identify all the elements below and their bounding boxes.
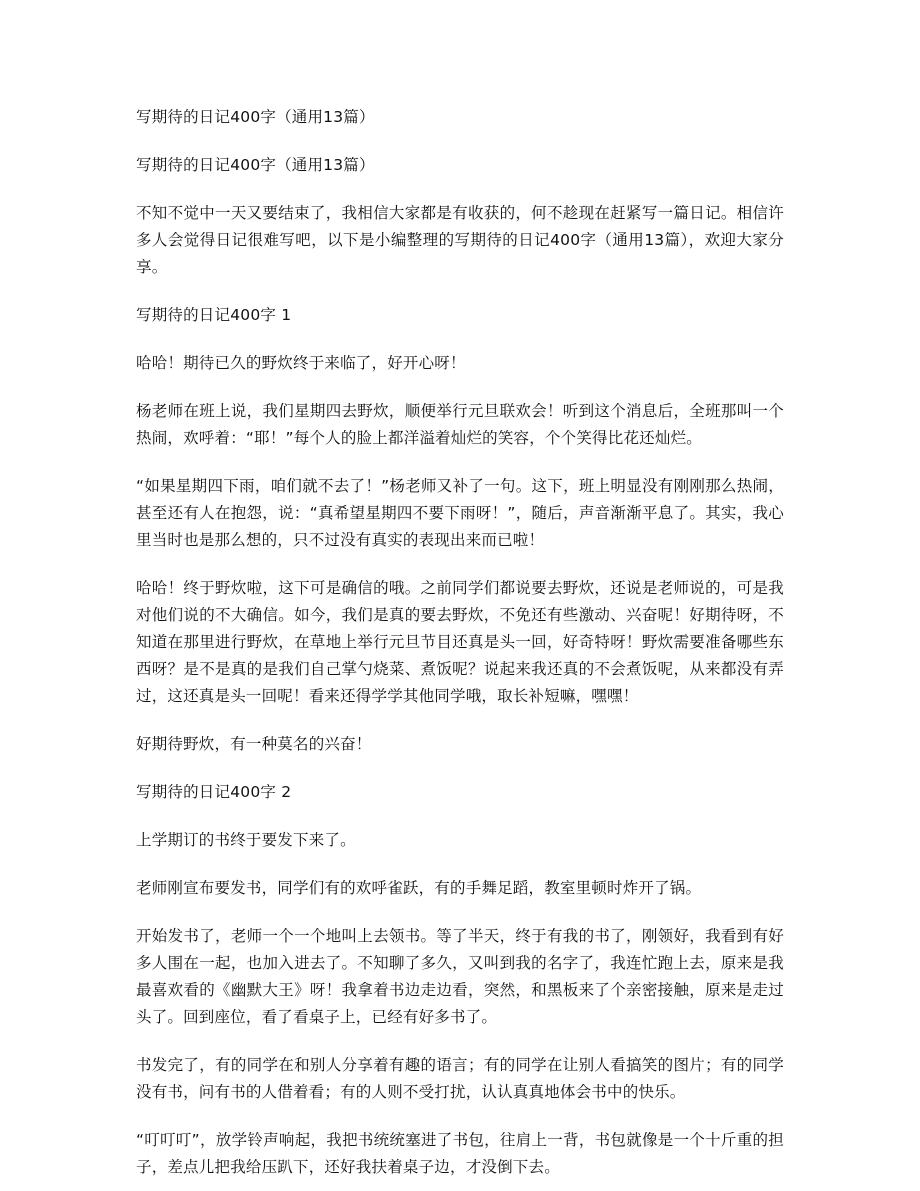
document-title: 写期待的日记400字（通用13篇）	[136, 108, 375, 126]
document-subtitle: 写期待的日记400字（通用13篇）	[136, 156, 375, 174]
body-paragraph: “如果星期四下雨，咱们就不去了！”杨老师又补了一句。这下，班上明显没有刚刚那么热闹，甚至还有人在抱怨，说：“真希望星期四不要下雨呀！”，随后，声音渐渐平息了。其实，我心里当时也是那么想的，只不过没有真实的表现出来而已啦！	[136, 477, 784, 549]
body-paragraph: 老师刚宣布要发书，同学们有的欢呼雀跃，有的手舞足蹈，教室里顿时炸开了锅。	[136, 879, 702, 897]
intro-paragraph: 不知不觉中一天又要结束了，我相信大家都是有收获的，何不趁现在赶紧写一篇日记。相信许多人会觉得日记很难写吧，以下是小编整理的写期待的日记400字（通用13篇），欢迎大家分享。	[136, 204, 784, 276]
body-paragraph: 开始发书了，老师一个一个地叫上去领书。等了半天，终于有我的书了，刚领好，我看到有好多人围在一起，也加入进去了。不知聊了多久，又叫到我的名字了，我连忙跑上去，原来是我最喜欢看的《幽默大王》呀！我拿着书边走边看，突然，和黑板来了个亲密接触，原来是走过头了。回到座位，看了看桌子上，已经有好多书了。	[136, 927, 784, 1026]
body-paragraph: 哈哈！终于野炊啦，这下可是确信的哦。之前同学们都说要去野炊，还说是老师说的，可是我对他们说的不大确信。如今，我们是真的要去野炊，不免还有些激动、兴奋呢！好期待呀，不知道在那里进行野炊，在草地上举行元旦节目还真是头一回，好奇特呀！野炊需要准备哪些东西呀？是不是真的是我们自己掌勺烧菜、煮饭呢？说起来我还真的不会煮饭呢，从来都没有弄过，这还真是头一回呢！看来还得学学其他同学哦，取长补短嘛，嘿嘿！	[136, 579, 784, 705]
body-paragraph: “叮叮叮”，放学铃声响起，我把书统统塞进了书包，往肩上一背，书包就像是一个十斤重的担子，差点儿把我给压趴下，还好我扶着桌子边，才没倒下去。	[136, 1131, 784, 1176]
body-paragraph: 哈哈！期待已久的野炊终于来临了，好开心呀！	[136, 354, 466, 372]
body-paragraph: 杨老师在班上说，我们星期四去野炊，顺便举行元旦联欢会！听到这个消息后，全班那叫一个热闹，欢呼着：“耶！”每个人的脸上都洋溢着灿烂的笑容，个个笑得比花还灿烂。	[136, 402, 784, 447]
section-heading-2: 写期待的日记400字 2	[136, 783, 292, 801]
body-paragraph: 好期待野炊，有一种莫名的兴奋！	[136, 735, 372, 753]
body-paragraph: 上学期订的书终于要发下来了。	[136, 831, 356, 849]
section-heading-1: 写期待的日记400字 1	[136, 306, 292, 324]
body-paragraph: 书发完了，有的同学在和别人分享着有趣的语言；有的同学在让别人看搞笑的图片；有的同学没有书，问有书的人借着看；有的人则不受打扰，认认真真地体会书中的快乐。	[136, 1056, 784, 1101]
